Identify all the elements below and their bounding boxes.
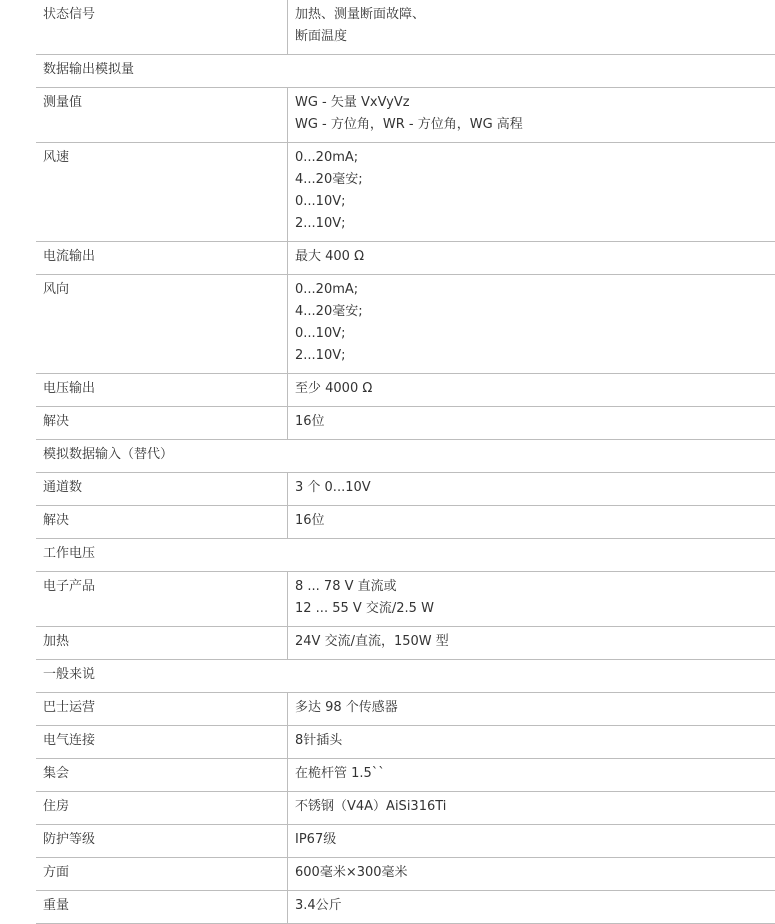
- spec-row: [36, 473, 775, 506]
- spec-label: 电流输出: [36, 242, 288, 275]
- spec-row: [36, 374, 775, 407]
- spec-value-line: 0...20mA;: [295, 279, 769, 301]
- spec-row: [36, 825, 775, 858]
- spec-value-line: 多达 98 个传感器: [295, 697, 769, 719]
- spec-label: 风向: [36, 275, 288, 374]
- spec-label: 电子产品: [36, 572, 288, 627]
- spec-value-line: 24V 交流/直流，150W 型: [295, 631, 769, 653]
- spec-value-line: IP67级: [295, 829, 769, 851]
- spec-value: [288, 858, 775, 891]
- spec-label: 通道数: [36, 473, 288, 506]
- spec-label: 住房: [36, 792, 288, 825]
- spec-value: [288, 759, 775, 792]
- spec-value: [288, 407, 775, 440]
- section-title: 工作电压: [36, 539, 775, 572]
- spec-row: [36, 627, 775, 660]
- spec-value-line: 0...10V;: [295, 191, 769, 213]
- spec-label: 解决: [36, 506, 288, 539]
- spec-label: 电气连接: [36, 726, 288, 759]
- spec-value-line: WG - 矢量 VxVyVz: [295, 92, 769, 114]
- spec-label: 解决: [36, 407, 288, 440]
- spec-row: [36, 726, 775, 759]
- spec-value: [288, 275, 775, 374]
- spec-table: [36, 0, 775, 924]
- spec-label: 加热: [36, 627, 288, 660]
- spec-value-line: 12 ... 55 V 交流/2.5 W: [295, 598, 769, 620]
- spec-row: [36, 407, 775, 440]
- spec-value-line: 0...10V;: [295, 323, 769, 345]
- spec-row: [36, 88, 775, 143]
- spec-label: 风速: [36, 143, 288, 242]
- section-title: 模拟数据输入（替代）: [36, 440, 775, 473]
- spec-value: [288, 726, 775, 759]
- spec-label: 防护等级: [36, 825, 288, 858]
- spec-value: [288, 506, 775, 539]
- spec-value-line: 3 个 0...10V: [295, 477, 769, 499]
- spec-value-line: 16位: [295, 411, 769, 433]
- spec-value-line: 4...20毫安;: [295, 169, 769, 191]
- spec-table-body: [36, 0, 775, 924]
- spec-label: 巴士运营: [36, 693, 288, 726]
- spec-row: [36, 506, 775, 539]
- spec-value-line: 8针插头: [295, 730, 769, 752]
- section-header-row: [36, 660, 775, 693]
- spec-value-line: WG - 方位角，WR - 方位角，WG 高程: [295, 114, 769, 136]
- spec-value-line: 16位: [295, 510, 769, 532]
- spec-value: [288, 473, 775, 506]
- spec-label: 方面: [36, 858, 288, 891]
- spec-row: [36, 143, 775, 242]
- spec-value: [288, 88, 775, 143]
- spec-value: [288, 693, 775, 726]
- spec-value: [288, 825, 775, 858]
- spec-label: 状态信号: [36, 0, 288, 55]
- spec-value: [288, 891, 775, 924]
- spec-row: [36, 891, 775, 924]
- spec-row: [36, 792, 775, 825]
- section-title: 数据输出模拟量: [36, 55, 775, 88]
- spec-row: [36, 572, 775, 627]
- spec-value: [288, 0, 775, 55]
- section-header-row: [36, 440, 775, 473]
- spec-row: [36, 759, 775, 792]
- spec-row: [36, 0, 775, 55]
- spec-row: [36, 693, 775, 726]
- section-title: 一般来说: [36, 660, 775, 693]
- spec-value: [288, 792, 775, 825]
- spec-label: 电压输出: [36, 374, 288, 407]
- spec-row: [36, 242, 775, 275]
- spec-value-line: 3.4公斤: [295, 895, 769, 917]
- spec-value: [288, 627, 775, 660]
- spec-label: 集会: [36, 759, 288, 792]
- spec-label: 测量值: [36, 88, 288, 143]
- spec-value-line: 最大 400 Ω: [295, 246, 769, 268]
- spec-row: [36, 275, 775, 374]
- spec-value-line: 600毫米×300毫米: [295, 862, 769, 884]
- spec-value: [288, 143, 775, 242]
- spec-value-line: 在桅杆管 1.5``: [295, 763, 769, 785]
- spec-value-line: 加热、测量断面故障、: [295, 4, 769, 26]
- spec-value-line: 至少 4000 Ω: [295, 378, 769, 400]
- spec-value-line: 断面温度: [295, 26, 769, 48]
- spec-value-line: 0...20mA;: [295, 147, 769, 169]
- spec-value: [288, 242, 775, 275]
- spec-value-line: 4...20毫安;: [295, 301, 769, 323]
- spec-row: [36, 858, 775, 891]
- spec-value: [288, 374, 775, 407]
- section-header-row: [36, 539, 775, 572]
- section-header-row: [36, 55, 775, 88]
- spec-label: 重量: [36, 891, 288, 924]
- spec-value-line: 2...10V;: [295, 345, 769, 367]
- spec-value-line: 不锈钢（V4A）AiSi316Ti: [295, 796, 769, 818]
- spec-value-line: 2...10V;: [295, 213, 769, 235]
- spec-value: [288, 572, 775, 627]
- spec-value-line: 8 ... 78 V 直流或: [295, 576, 769, 598]
